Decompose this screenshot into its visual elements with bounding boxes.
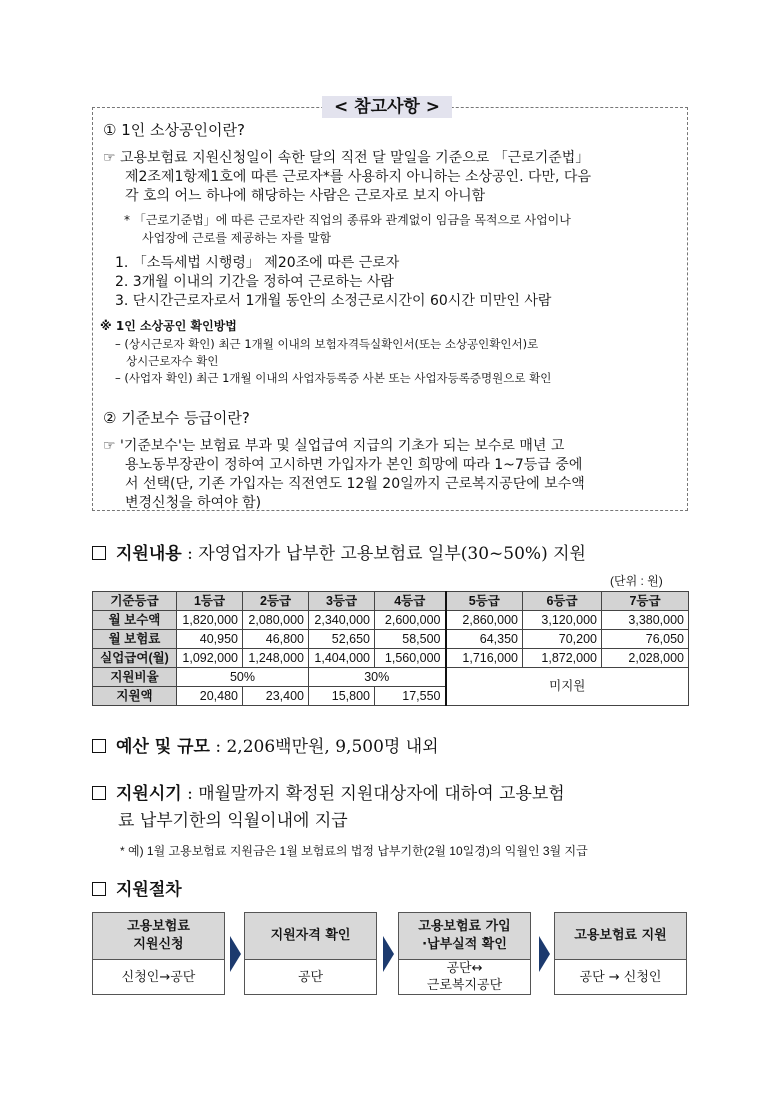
support-text: : 자영업자가 납부한 고용보험료 일부(30~50%) 지원 <box>181 544 586 564</box>
q1-note: * 「근로기준법」에 따른 근로자란 직업의 종류와 관계없이 임금을 목적으로 사업이나 <box>124 213 571 227</box>
q1-line: 각 호의 어느 하나에 해당하는 사람은 근로자로 보지 아니함 <box>125 188 486 204</box>
procedure-step <box>244 912 377 995</box>
ratio-cell: 30% <box>309 668 446 687</box>
arrow-right-icon <box>230 936 241 972</box>
table-row <box>93 668 689 687</box>
procedure-step <box>398 912 531 995</box>
table-cell: 64,350 <box>446 630 523 649</box>
procedure-step <box>554 912 687 995</box>
step-title: 고용보험료 지원신청 <box>93 913 224 960</box>
table-row <box>93 649 689 668</box>
ratio-cell: 50% <box>177 668 309 687</box>
unit-label: (단위 : 원) <box>610 574 663 588</box>
timing-text-2: 료 납부기한의 익월이내에 지급 <box>118 811 348 831</box>
table-row <box>93 630 689 649</box>
timing-text: : 매월말까지 확정된 지원대상자에 대하여 고용보험 <box>181 784 565 804</box>
procedure-step <box>92 912 225 995</box>
table-cell: 2,028,000 <box>602 649 689 668</box>
q1-title: ① 1인 소상공인이란? <box>103 121 245 139</box>
step-actor: 신청인→공단 <box>121 969 196 985</box>
table-cell: 58,500 <box>375 630 446 649</box>
q1-item: 2. 3개월 이내의 기간을 정하여 근로하는 사람 <box>115 274 394 290</box>
step-title: 고용보험료 가입 ·납부실적 확인 <box>399 913 530 960</box>
table-cell: 70,200 <box>523 630 602 649</box>
table-header: 1등급 <box>177 592 243 611</box>
step-actor: 공단 → 신청인 <box>579 969 662 985</box>
support-section <box>92 541 586 567</box>
check-line: 상시근로자수 확인 <box>126 354 219 368</box>
timing-section <box>92 781 565 807</box>
step-actor: 공단 <box>297 969 324 985</box>
table-cell: 1,092,000 <box>177 649 243 668</box>
table-cell: 1,404,000 <box>309 649 375 668</box>
table-cell: 1,716,000 <box>446 649 523 668</box>
q2-line: 용노동부장관이 정하여 고시하면 가입자가 본인 희망에 따라 1~7등급 중에 <box>125 457 583 473</box>
arrow-right-icon <box>383 936 394 972</box>
procedure-section <box>92 877 182 903</box>
table-cell: 15,800 <box>309 687 375 706</box>
q2-title: ② 기준보수 등급이란? <box>103 409 250 427</box>
table-cell: 1,248,000 <box>243 649 309 668</box>
row-label: 월 보수액 <box>93 611 177 630</box>
row-label: 지원비율 <box>93 668 177 687</box>
q2-line: ☞ '기준보수'는 보험료 부과 및 실업급여 지급의 기초가 되는 보수로 매년 고 <box>103 438 565 454</box>
table-cell: 20,480 <box>177 687 243 706</box>
row-label: 실업급여(월) <box>93 649 177 668</box>
row-label: 지원액 <box>93 687 177 706</box>
q1-note: 사업장에 근로를 제공하는 자를 말함 <box>142 231 332 245</box>
table-cell: 1,820,000 <box>177 611 243 630</box>
table-cell: 46,800 <box>243 630 309 649</box>
q1-item: 1. 「소득세법 시행령」 제20조에 따른 근로자 <box>115 255 400 271</box>
table-header: 5등급 <box>446 592 523 611</box>
budget-section <box>92 734 439 760</box>
table-cell: 17,550 <box>375 687 446 706</box>
timing-note: * 예) 1월 고용보험료 지원금은 1월 보험료의 법정 납부기한(2월 10일경)의 익월인 3월 지급 <box>120 844 588 858</box>
table-cell: 2,860,000 <box>446 611 523 630</box>
checkbox-square-icon <box>92 546 106 560</box>
table-header: 3등급 <box>309 592 375 611</box>
not-supported-cell: 미지원 <box>446 668 689 706</box>
table-header: 기준등급 <box>93 592 177 611</box>
table-cell: 52,650 <box>309 630 375 649</box>
table-header: 2등급 <box>243 592 309 611</box>
procedure-heading: 지원절차 <box>116 880 182 900</box>
q1-line: 제2조제1항제1호에 따른 근로자*를 사용하지 아니하는 소상공인. 다만, 다음 <box>125 169 591 185</box>
q2-line: 서 선택(단, 기존 가입자는 직전연도 12월 20일까지 근로복지공단에 보수액 <box>125 476 585 492</box>
table-cell: 1,872,000 <box>523 649 602 668</box>
check-line: – (사업자 확인) 최근 1개월 이내의 사업자등록증 사본 또는 사업자등록증명원으로 확인 <box>115 371 552 385</box>
check-title: ※ 1인 소상공인 확인방법 <box>100 319 237 333</box>
table-cell: 40,950 <box>177 630 243 649</box>
check-line: – (상시근로자 확인) 최근 1개월 이내의 보험자격득실확인서(또는 소상공인확인서)로 <box>115 337 539 351</box>
table-header-row <box>93 592 689 611</box>
checkbox-square-icon <box>92 882 106 896</box>
table-cell: 2,340,000 <box>309 611 375 630</box>
timing-heading: 지원시기 <box>116 784 182 804</box>
table-cell: 76,050 <box>602 630 689 649</box>
table-header: 6등급 <box>523 592 602 611</box>
support-table <box>92 591 689 706</box>
table-header: 4등급 <box>375 592 446 611</box>
table-cell: 23,400 <box>243 687 309 706</box>
table-header: 7등급 <box>602 592 689 611</box>
table-cell: 1,560,000 <box>375 649 446 668</box>
budget-heading: 예산 및 규모 <box>116 737 210 757</box>
q1-item: 3. 단시간근로자로서 1개월 동안의 소정근로시간이 60시간 미만인 사람 <box>115 293 552 309</box>
support-heading: 지원내용 <box>116 544 182 564</box>
table-cell: 2,080,000 <box>243 611 309 630</box>
step-title: 고용보험료 지원 <box>555 913 686 960</box>
q1-line: ☞ 고용보험료 지원신청일이 속한 달의 직전 달 말일을 기준으로 「근로기준법」 <box>103 150 590 166</box>
table-row <box>93 611 689 630</box>
table-cell: 2,600,000 <box>375 611 446 630</box>
checkbox-square-icon <box>92 739 106 753</box>
arrow-right-icon <box>539 936 550 972</box>
table-cell: 3,380,000 <box>602 611 689 630</box>
checkbox-square-icon <box>92 786 106 800</box>
table-cell: 3,120,000 <box>523 611 602 630</box>
step-actor: 공단↔ 근로복지공단 <box>426 961 503 993</box>
q2-line: 변경신청을 하여야 함) <box>125 495 262 511</box>
row-label: 월 보험료 <box>93 630 177 649</box>
budget-text: : 2,206백만원, 9,500명 내외 <box>209 737 439 757</box>
reference-title: < 참고사항 > <box>322 96 452 118</box>
step-title: 지원자격 확인 <box>245 913 376 960</box>
